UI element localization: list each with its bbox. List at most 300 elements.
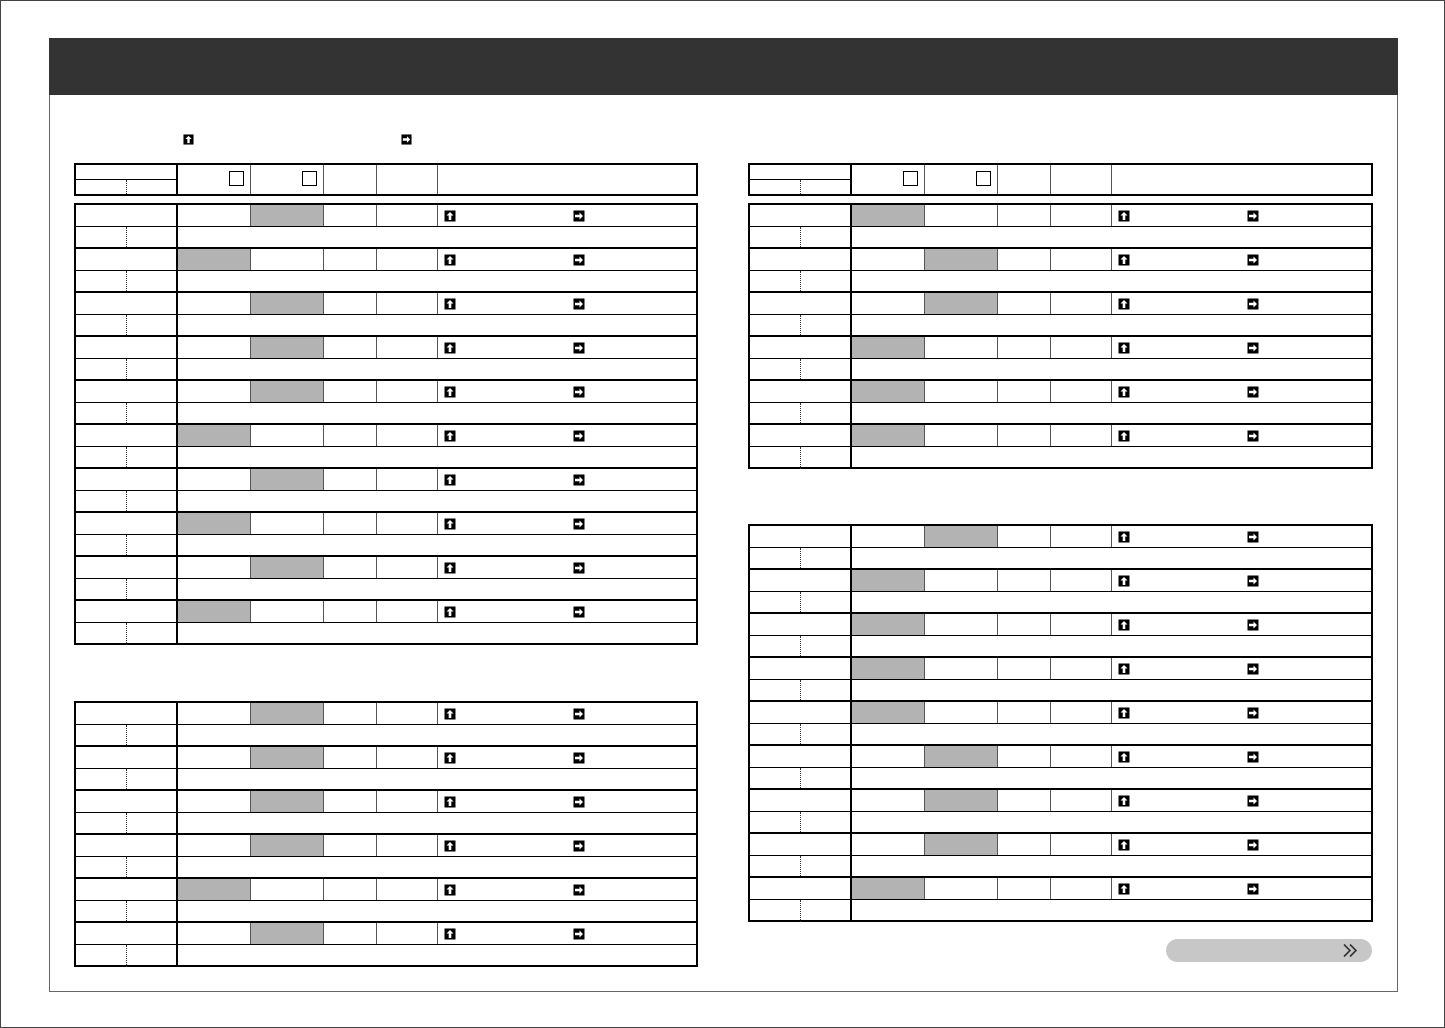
right-arrow-icon <box>573 796 585 808</box>
table-subrow <box>750 812 1371 834</box>
column-header-right <box>748 163 1373 196</box>
table-subrow <box>76 447 696 469</box>
up-arrow-icon <box>444 386 456 398</box>
right-arrow-icon <box>1247 575 1259 587</box>
column-divider <box>250 513 251 534</box>
column-divider <box>176 703 178 724</box>
column-divider <box>126 315 127 335</box>
column-divider <box>850 271 852 291</box>
column-divider <box>997 834 998 855</box>
column-divider <box>376 703 377 724</box>
column-divider <box>1050 834 1051 855</box>
shaded-cell <box>850 702 924 723</box>
column-divider <box>800 636 801 656</box>
table-subrow <box>750 900 1371 922</box>
column-divider <box>997 702 998 723</box>
column-divider <box>176 835 178 856</box>
column-divider <box>176 857 178 877</box>
column-divider <box>250 703 251 724</box>
column-divider <box>437 601 438 622</box>
column-divider <box>176 469 178 490</box>
table-row <box>750 293 1371 315</box>
schedule-table-right-bottom <box>748 524 1373 922</box>
up-arrow-icon <box>1118 210 1130 222</box>
column-divider <box>176 315 178 335</box>
column-divider <box>176 425 178 446</box>
table-row <box>76 337 696 359</box>
column-divider <box>1111 878 1112 899</box>
column-divider <box>997 746 998 767</box>
column-divider <box>176 945 178 967</box>
column-divider <box>176 769 178 789</box>
table-row <box>750 425 1371 447</box>
table-subrow <box>750 315 1371 337</box>
column-divider <box>376 747 377 768</box>
table-row <box>76 879 696 901</box>
right-arrow-icon <box>1247 663 1259 675</box>
column-divider <box>924 570 925 591</box>
table-subrow <box>76 271 696 293</box>
column-divider <box>924 425 925 446</box>
right-arrow-icon <box>573 474 585 486</box>
up-arrow-icon <box>1118 342 1130 354</box>
table-row <box>750 381 1371 403</box>
column-divider <box>850 878 852 899</box>
column-divider <box>1111 658 1112 679</box>
right-arrow-icon <box>573 752 585 764</box>
column-divider <box>997 293 998 314</box>
column-divider <box>176 165 178 194</box>
column-divider <box>850 548 852 568</box>
column-divider <box>850 856 852 876</box>
column-divider <box>250 791 251 812</box>
shaded-cell <box>250 557 323 578</box>
column-divider <box>176 879 178 900</box>
table-row <box>76 557 696 579</box>
table-row <box>750 337 1371 359</box>
right-arrow-icon <box>1247 342 1259 354</box>
shaded-cell <box>250 337 323 358</box>
shaded-cell <box>850 381 924 402</box>
table-row <box>76 791 696 813</box>
column-divider <box>176 535 178 555</box>
right-arrow-icon <box>573 562 585 574</box>
column-divider <box>176 447 178 467</box>
column-divider <box>1111 614 1112 635</box>
up-arrow-icon <box>1118 663 1130 675</box>
right-arrow-icon <box>573 840 585 852</box>
column-divider <box>800 900 801 922</box>
table-subrow <box>76 725 696 747</box>
column-divider <box>437 747 438 768</box>
table-row <box>750 878 1371 900</box>
header-checkbox[interactable] <box>229 171 244 186</box>
column-divider <box>850 359 852 379</box>
column-divider <box>323 337 324 358</box>
column-divider <box>800 271 801 291</box>
up-arrow-icon <box>1118 883 1130 895</box>
up-arrow-icon <box>444 708 456 720</box>
shaded-cell <box>176 601 250 622</box>
column-divider <box>924 614 925 635</box>
up-arrow-icon <box>444 928 456 940</box>
up-arrow-icon <box>444 474 456 486</box>
up-arrow-icon <box>444 254 456 266</box>
column-divider <box>850 337 852 358</box>
up-arrow-icon <box>444 430 456 442</box>
column-divider <box>176 359 178 379</box>
column-header-left <box>74 163 698 196</box>
column-divider <box>997 790 998 811</box>
table-row <box>750 702 1371 724</box>
up-arrow-icon <box>444 606 456 618</box>
table-subrow <box>750 359 1371 381</box>
header-dotted-divider <box>800 180 801 194</box>
column-divider <box>1111 425 1112 446</box>
column-divider <box>437 425 438 446</box>
legend-right-arrow-icon <box>401 134 412 145</box>
column-divider <box>376 923 377 944</box>
table-row <box>76 205 696 227</box>
column-divider <box>1111 249 1112 270</box>
column-divider <box>1111 746 1112 767</box>
right-arrow-icon <box>573 210 585 222</box>
column-divider <box>924 526 925 547</box>
column-divider <box>1111 834 1112 855</box>
table-subrow <box>750 592 1371 614</box>
column-divider <box>323 249 324 270</box>
column-divider <box>924 834 925 855</box>
up-arrow-icon <box>1118 386 1130 398</box>
column-divider <box>1050 337 1051 358</box>
up-arrow-icon <box>444 840 456 852</box>
table-subrow <box>750 724 1371 746</box>
column-divider <box>850 425 852 446</box>
table-row <box>76 703 696 725</box>
right-arrow-icon <box>1247 839 1259 851</box>
column-divider <box>250 293 251 314</box>
column-divider <box>437 205 438 226</box>
up-arrow-icon <box>1118 430 1130 442</box>
column-divider <box>800 768 801 788</box>
column-divider <box>376 601 377 622</box>
column-divider <box>176 813 178 833</box>
table-row <box>76 513 696 535</box>
right-arrow-icon <box>573 298 585 310</box>
table-subrow <box>750 548 1371 570</box>
column-divider <box>176 205 178 226</box>
table-subrow <box>750 856 1371 878</box>
column-divider <box>800 447 801 469</box>
table-subrow <box>76 945 696 967</box>
table-row <box>76 249 696 271</box>
header-checkbox[interactable] <box>302 171 317 186</box>
table-row <box>750 249 1371 271</box>
double-chevron-right-icon <box>1342 943 1360 958</box>
table-subrow <box>750 227 1371 249</box>
up-arrow-icon <box>444 562 456 574</box>
column-divider <box>924 746 925 767</box>
column-divider <box>437 381 438 402</box>
table-row <box>76 923 696 945</box>
table-subrow <box>76 857 696 879</box>
column-divider <box>997 658 998 679</box>
table-row <box>76 835 696 857</box>
column-divider <box>250 381 251 402</box>
column-divider <box>323 791 324 812</box>
column-divider <box>850 526 852 547</box>
schedule-table-left-top <box>74 203 698 645</box>
column-divider <box>924 878 925 899</box>
up-arrow-icon <box>444 796 456 808</box>
column-divider <box>323 513 324 534</box>
column-divider <box>997 337 998 358</box>
column-divider <box>850 381 852 402</box>
up-arrow-icon <box>1118 751 1130 763</box>
shaded-cell <box>924 746 997 767</box>
header-checkbox[interactable] <box>976 171 991 186</box>
column-divider <box>1111 165 1112 194</box>
column-divider <box>1050 249 1051 270</box>
column-divider <box>850 447 852 469</box>
column-divider <box>376 557 377 578</box>
table-row <box>76 469 696 491</box>
column-divider <box>437 879 438 900</box>
column-divider <box>376 205 377 226</box>
table-subrow <box>750 271 1371 293</box>
column-divider <box>800 548 801 568</box>
schedule-table-left-bottom <box>74 701 698 967</box>
table-subrow <box>750 636 1371 658</box>
column-divider <box>1111 293 1112 314</box>
shaded-cell <box>250 293 323 314</box>
column-divider <box>437 923 438 944</box>
column-divider <box>850 900 852 922</box>
column-divider <box>997 570 998 591</box>
column-divider <box>997 381 998 402</box>
column-divider <box>850 570 852 591</box>
column-divider <box>176 227 178 247</box>
right-arrow-icon <box>573 884 585 896</box>
column-divider <box>437 249 438 270</box>
column-divider <box>800 856 801 876</box>
column-divider <box>250 879 251 900</box>
column-divider <box>176 513 178 534</box>
right-arrow-icon <box>1247 707 1259 719</box>
up-arrow-icon <box>444 342 456 354</box>
table-subrow <box>76 227 696 249</box>
shaded-cell <box>176 513 250 534</box>
column-divider <box>1050 702 1051 723</box>
column-divider <box>176 601 178 622</box>
column-divider <box>437 469 438 490</box>
table-subrow <box>76 315 696 337</box>
column-divider <box>850 636 852 656</box>
right-arrow-icon <box>1247 298 1259 310</box>
right-arrow-icon <box>1247 531 1259 543</box>
next-page-button[interactable] <box>1166 939 1372 962</box>
column-divider <box>1050 570 1051 591</box>
column-divider <box>850 315 852 335</box>
column-divider <box>323 205 324 226</box>
column-divider <box>800 812 801 832</box>
right-arrow-icon <box>1247 751 1259 763</box>
column-divider <box>437 337 438 358</box>
table-subrow <box>750 768 1371 790</box>
column-divider <box>176 791 178 812</box>
column-divider <box>800 227 801 247</box>
column-divider <box>250 923 251 944</box>
table-row <box>76 747 696 769</box>
right-arrow-icon <box>1247 430 1259 442</box>
column-divider <box>126 579 127 599</box>
column-divider <box>1050 614 1051 635</box>
up-arrow-icon <box>1118 298 1130 310</box>
column-divider <box>250 337 251 358</box>
column-divider <box>850 768 852 788</box>
column-divider <box>176 623 178 645</box>
page-header <box>49 38 1398 95</box>
column-divider <box>850 790 852 811</box>
column-divider <box>376 337 377 358</box>
column-divider <box>924 293 925 314</box>
right-arrow-icon <box>1247 210 1259 222</box>
right-arrow-icon <box>573 254 585 266</box>
table-subrow <box>76 535 696 557</box>
column-divider <box>176 381 178 402</box>
column-divider <box>800 315 801 335</box>
column-divider <box>250 205 251 226</box>
column-divider <box>126 447 127 467</box>
table-subrow <box>76 813 696 835</box>
shaded-cell <box>250 703 323 724</box>
column-divider <box>800 724 801 744</box>
right-arrow-icon <box>1247 254 1259 266</box>
column-divider <box>376 425 377 446</box>
column-divider <box>250 747 251 768</box>
column-divider <box>850 227 852 247</box>
table-row <box>76 601 696 623</box>
column-divider <box>850 658 852 679</box>
table-subrow <box>76 623 696 645</box>
right-arrow-icon <box>573 928 585 940</box>
header-dotted-divider <box>126 180 127 194</box>
column-divider <box>1111 337 1112 358</box>
column-divider <box>997 205 998 226</box>
column-divider <box>997 425 998 446</box>
up-arrow-icon <box>1118 254 1130 266</box>
column-divider <box>850 680 852 700</box>
shaded-cell <box>850 614 924 635</box>
column-divider <box>126 535 127 555</box>
column-divider <box>126 403 127 423</box>
column-divider <box>126 769 127 789</box>
column-divider <box>323 165 324 194</box>
table-subrow <box>76 491 696 513</box>
column-divider <box>250 557 251 578</box>
column-divider <box>376 879 377 900</box>
column-divider <box>850 293 852 314</box>
column-divider <box>1111 205 1112 226</box>
table-subrow <box>76 579 696 601</box>
column-divider <box>250 601 251 622</box>
column-divider <box>997 526 998 547</box>
column-divider <box>376 165 377 194</box>
column-divider <box>800 359 801 379</box>
schedule-table-right-top <box>748 203 1373 469</box>
column-divider <box>800 680 801 700</box>
right-arrow-icon <box>1247 619 1259 631</box>
right-arrow-icon <box>573 430 585 442</box>
column-divider <box>997 165 998 194</box>
column-divider <box>437 835 438 856</box>
column-divider <box>376 791 377 812</box>
shaded-cell <box>250 747 323 768</box>
column-divider <box>376 469 377 490</box>
table-row <box>750 746 1371 768</box>
column-divider <box>1050 526 1051 547</box>
column-divider <box>176 337 178 358</box>
shaded-cell <box>850 205 924 226</box>
header-checkbox[interactable] <box>903 171 918 186</box>
column-divider <box>126 491 127 511</box>
shaded-cell <box>924 790 997 811</box>
column-divider <box>176 923 178 944</box>
column-divider <box>437 165 438 194</box>
table-row <box>76 381 696 403</box>
up-arrow-icon <box>1118 795 1130 807</box>
column-divider <box>1050 293 1051 314</box>
column-divider <box>126 857 127 877</box>
column-divider <box>250 425 251 446</box>
table-row <box>76 293 696 315</box>
column-divider <box>323 601 324 622</box>
column-divider <box>126 359 127 379</box>
shaded-cell <box>924 834 997 855</box>
column-divider <box>924 249 925 270</box>
column-divider <box>997 878 998 899</box>
column-divider <box>250 165 251 194</box>
shaded-cell <box>250 381 323 402</box>
column-divider <box>323 835 324 856</box>
shaded-cell <box>924 249 997 270</box>
column-divider <box>323 703 324 724</box>
column-divider <box>850 834 852 855</box>
table-row <box>750 658 1371 680</box>
up-arrow-icon <box>1118 839 1130 851</box>
shaded-cell <box>850 878 924 899</box>
column-divider <box>323 923 324 944</box>
shaded-cell <box>850 425 924 446</box>
column-divider <box>850 403 852 423</box>
column-divider <box>176 725 178 745</box>
column-divider <box>800 403 801 423</box>
column-divider <box>924 702 925 723</box>
up-arrow-icon <box>444 298 456 310</box>
shaded-cell <box>250 923 323 944</box>
column-divider <box>924 337 925 358</box>
shaded-cell <box>850 658 924 679</box>
column-divider <box>126 945 127 967</box>
column-divider <box>1050 878 1051 899</box>
up-arrow-icon <box>444 752 456 764</box>
column-divider <box>176 901 178 921</box>
column-divider <box>176 579 178 599</box>
table-row <box>750 834 1371 856</box>
column-divider <box>323 425 324 446</box>
column-divider <box>850 812 852 832</box>
table-subrow <box>76 359 696 381</box>
